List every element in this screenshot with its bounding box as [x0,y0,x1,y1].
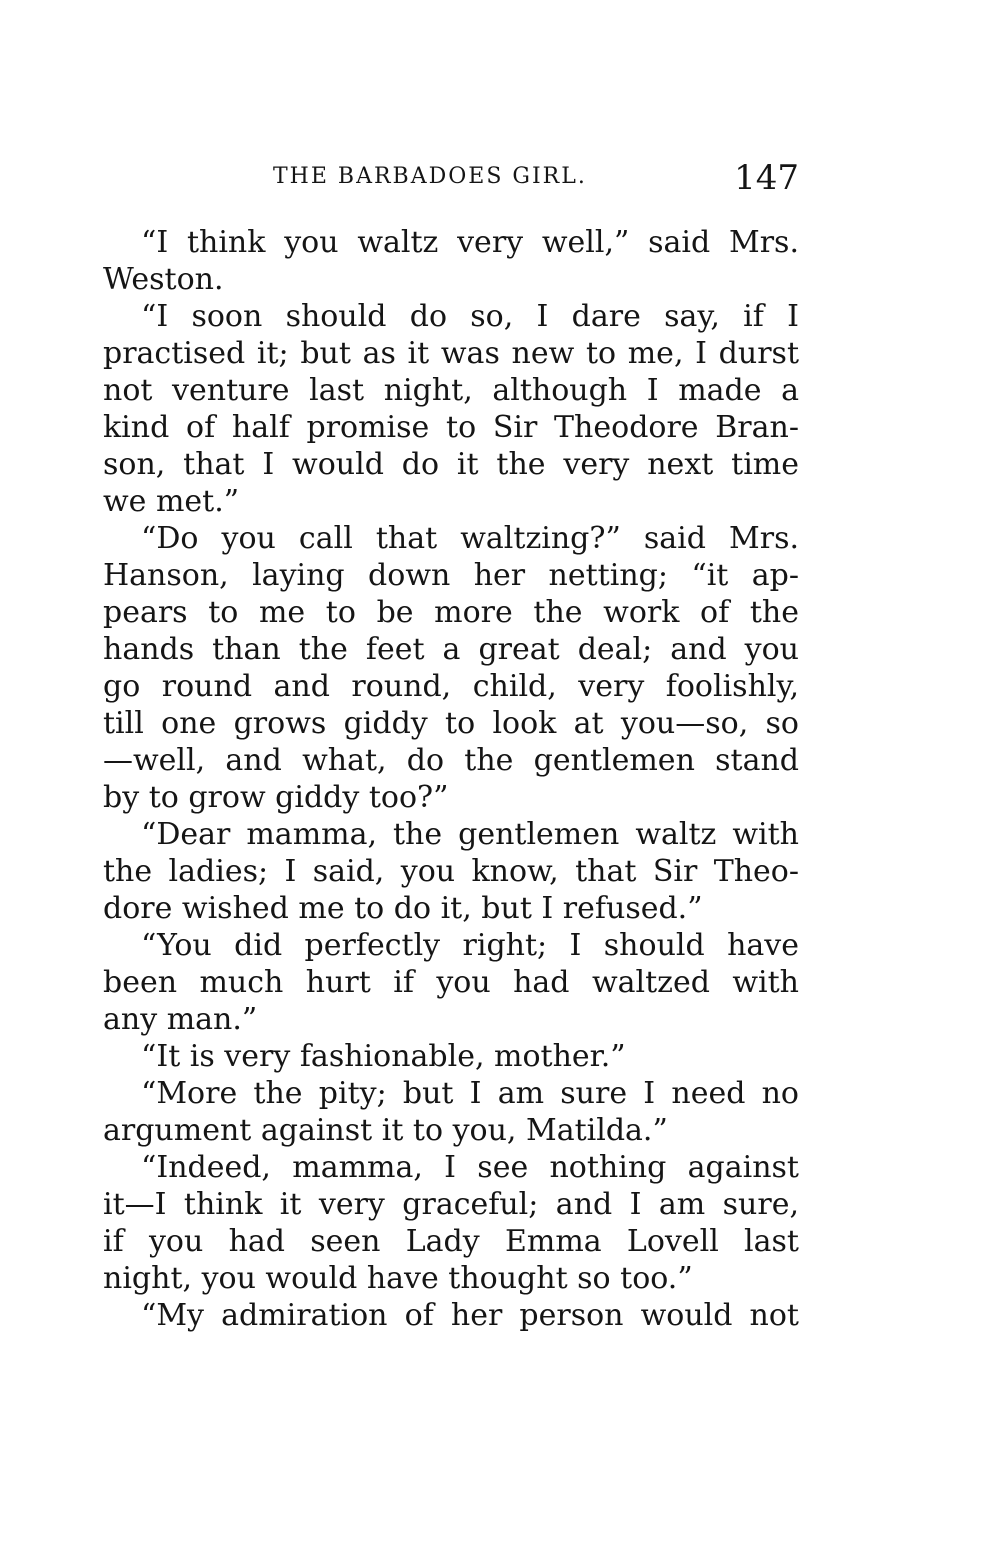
text-line: night, you would have thought so too.” [103,1261,693,1296]
text-line: by to grow giddy too?” [103,780,449,815]
text-line: —well, and what, do the gentlemen stand [103,743,799,778]
text-line: we met.” [103,484,240,519]
text-line: been much hurt if you had waltzed with [103,965,799,1000]
text-line: “I think you waltz very well,” said Mrs. [141,225,799,260]
text-line: “I soon should do so, I dare say, if I [141,299,799,334]
text-line: it—I think it very graceful; and I am sure, [103,1187,799,1222]
text-line: hands than the feet a great deal; and you [103,632,799,667]
text-line: kind of half promise to Sir Theodore Bran- [103,410,799,445]
text-line: not venture last night, although I made a [103,373,799,408]
text-line: “Indeed, mamma, I see nothing against [141,1150,799,1185]
text-line: Hanson, laying down her netting; “it ap- [103,558,799,593]
text-line: if you had seen Lady Emma Lovell last [103,1224,799,1259]
text-line: “More the pity; but I am sure I need no [141,1076,799,1111]
text-line: “Do you call that waltzing?” said Mrs. [141,521,799,556]
text-line: practised it; but as it was new to me, I durst [103,336,799,371]
text-line: pears to me to be more the work of the [103,595,799,630]
text-line: “My admiration of her person would not [141,1298,799,1333]
text-line: till one grows giddy to look at you—so, so [103,706,799,741]
text-line: son, that I would do it the very next time [103,447,799,482]
text-line: any man.” [103,1002,258,1037]
text-line: go round and round, child, very foolishly, [103,669,799,704]
text-line: dore wished me to do it, but I refused.” [103,891,703,926]
text-line: “Dear mamma, the gentlemen waltz with [141,817,799,852]
text-line: Weston. [103,262,224,297]
text-line: “You did perfectly right; I should have [141,928,799,963]
running-title: THE BARBADOES GIRL. [273,164,587,189]
text-line: argument against it to you, Matilda.” [103,1113,668,1148]
page-number: 147 [734,158,799,198]
body-text [103,224,799,1334]
text-line: “It is very fashionable, mother.” [141,1039,626,1074]
page-header [103,160,799,200]
text-line: the ladies; I said, you know, that Sir Theo- [103,854,799,889]
